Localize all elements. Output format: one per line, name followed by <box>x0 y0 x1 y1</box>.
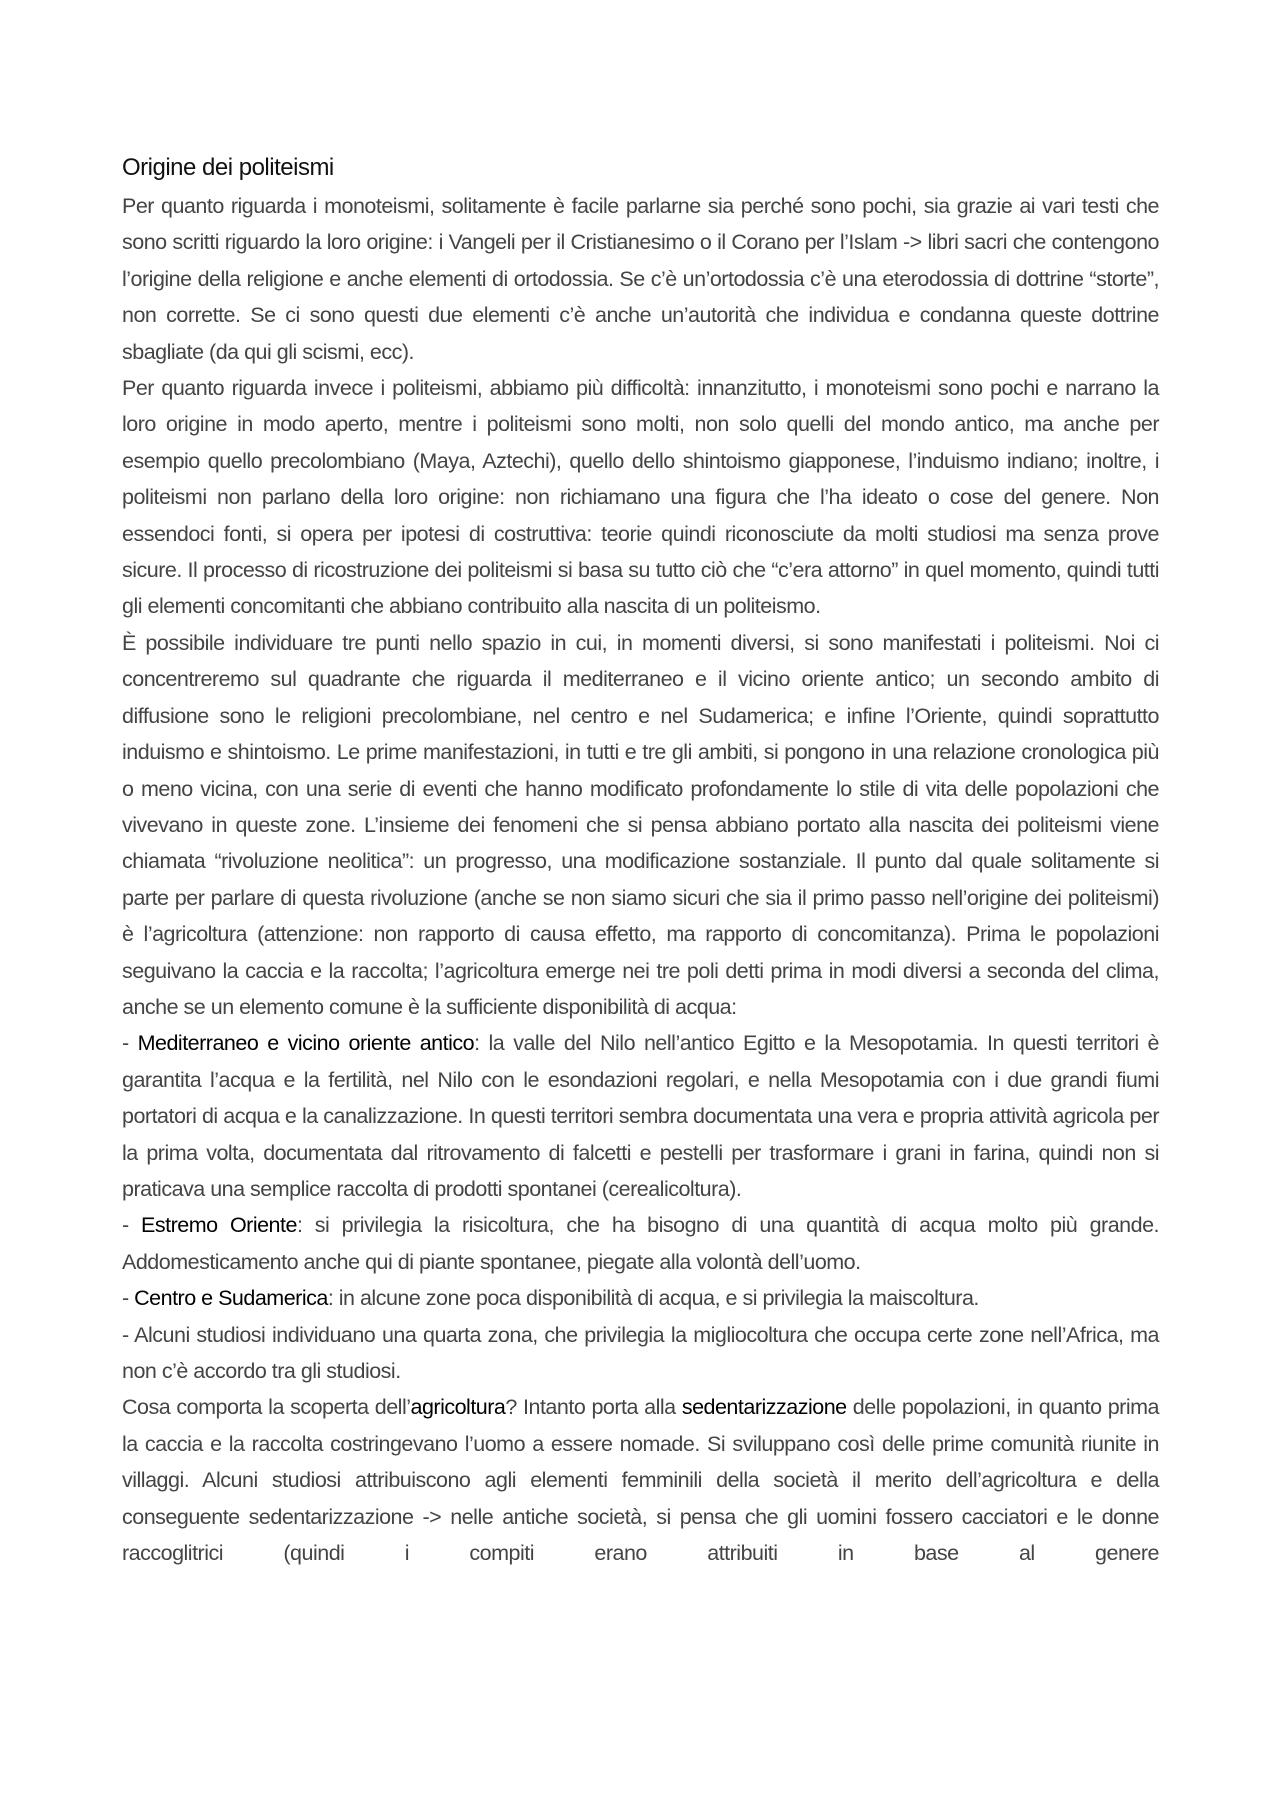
text-run: ? Intanto porta alla <box>505 1395 682 1420</box>
list-item-text: : la valle del Nilo nell’antico Egitto e la Mesopotamia. In questi territori è garantita l’acqua e la fertilità, nel Nilo con le esondazioni regolari, e nella Mesopotamia con i due grandi fiumi portatori di acqua e la canalizzazione. In questi territori sembra documentata una vera e propria attività agricola per la prima volta, documentata dal ritrovamento di falcetti e pestelli per trasformare i grani in farina, quindi non si praticava una semplice raccolta di prodotti spontanei (cerealicoltura). <box>122 1031 1159 1201</box>
paragraph-politeismi: Per quanto riguarda invece i politeismi, abbiamo più difficoltà: innanzitutto, i monoteismi sono pochi e narrano la loro origine in modo aperto, mentre i politeismi sono molti, non solo quelli del mondo antico, ma anche per esempio quello precolombiano (Maya, Aztechi), quello dello shintoismo giapponese, l’induismo indiano; inoltre, i politeismi non parlano della loro origine: non richiamano una figura che l’ha ideato o cose del genere. Non essendoci fonti, si opera per ipotesi di costruttiva: teorie quindi riconosciute da molti studiosi ma senza prove sicure. Il processo di ricostruzione dei politeismi si basa su tutto ciò che “c’era attorno” in quel momento, quindi tutti gli elementi concomitanti che abbiano contribuito alla nascita di un politeismo. <box>122 376 1159 619</box>
list-item-mediterraneo <box>122 1025 1159 1207</box>
list-item-africa: - Alcuni studiosi individuano una quarta zona, che privilegia la migliocoltura che occupa certe zone nell’Africa, ma non c’è accordo tra gli studiosi. <box>122 1322 1159 1383</box>
list-item-estremo-oriente <box>122 1207 1159 1280</box>
text-run: delle popolazioni, in quanto prima la caccia e la raccolta costringevano l’uomo a essere nomade. Si sviluppano così delle prime comunità riunite in villaggi. Alcuni studiosi attribuiscono agli elementi femminili della società il merito dell’agricoltura e della conseguente sedentarizzazione -> nelle antiche società, si pensa che gli uomini fossero cacciatori e le donne raccoglitrici (quindi i compiti erano attribuiti in base al genere <box>122 1395 1159 1566</box>
paragraph-monoteismi: Per quanto riguarda i monoteismi, solitamente è facile parlarne sia perché sono pochi, sia grazie ai vari testi che sono scritti riguardo la loro origine: i Vangeli per il Cristianesimo o il Corano per l’Islam -> libri sacri che contengono l’origine della religione e anche elementi di ortodossia. Se c’è un’ortodossia c’è una eterodossia di dottrine “storte”, non corrette. Se ci sono questi due elementi c’è anche un’autorità che individua e condanna queste dottrine sbagliate (da qui gli scismi, ecc). <box>122 194 1159 364</box>
list-item-prefix: - <box>122 1286 135 1311</box>
list-item-prefix: - <box>122 1031 138 1056</box>
list-item-text: : si privilegia la risicoltura, che ha bisogno di una quantità di acqua molto più grande. Addomesticamento anche qui di piante spontanee, piegate alla volontà dell’uomo. <box>122 1213 1159 1274</box>
page-title: Origine dei politeismi <box>122 154 334 181</box>
list-item-prefix: - <box>122 1213 142 1238</box>
term-agricoltura: agricoltura <box>410 1395 506 1420</box>
list-item-text: : in alcune zone poca disponibilità di acqua, e si privilegia la maiscoltura. <box>327 1286 979 1311</box>
term-centro-sudamerica: Centro e Sudamerica <box>134 1286 328 1311</box>
term-sedentarizzazione: sedentarizzazione <box>681 1395 847 1420</box>
paragraph-sedentarizzazione <box>122 1389 1159 1571</box>
list-item-sudamerica <box>122 1280 1159 1316</box>
text-run: Cosa comporta la scoperta dell’ <box>122 1395 411 1420</box>
term-mediterraneo: Mediterraneo e vicino oriente antico <box>137 1031 475 1056</box>
document-page <box>122 150 1159 1571</box>
term-estremo-oriente: Estremo Oriente <box>141 1213 297 1238</box>
paragraph-rivoluzione-neolitica: È possibile individuare tre punti nello spazio in cui, in momenti diversi, si sono manifestati i politeismi. Noi ci concentreremo sul quadrante che riguarda il mediterraneo e il vicino oriente antico; un secondo ambito di diffusione sono le religioni precolombiane, nel centro e nel Sudamerica; e infine l’Oriente, quindi soprattutto induismo e shintoismo. Le prime manifestazioni, in tutti e tre gli ambiti, si pongono in una relazione cronologica più o meno vicina, con una serie di eventi che hanno modificato profondamente lo stile di vita delle popolazioni che vivevano in queste zone. L’insieme dei fenomeni che si pensa abbiano portato alla nascita dei politeismi viene chiamata “rivoluzione neolitica”: un progresso, una modificazione sostanziale. Il punto dal quale solitamente si parte per parlare di questa rivoluzione (anche se non siamo sicuri che sia il primo passo nell’origine dei politeismi) è l’agricoltura (attenzione: non rapporto di causa effetto, ma rapporto di concomitanza). Prima le popolazioni seguivano la caccia e la raccolta; l’agricoltura emerge nei tre poli detti prima in modi diversi a seconda del clima, anche se un elemento comune è la sufficiente disponibilità di acqua: <box>122 630 1159 1019</box>
